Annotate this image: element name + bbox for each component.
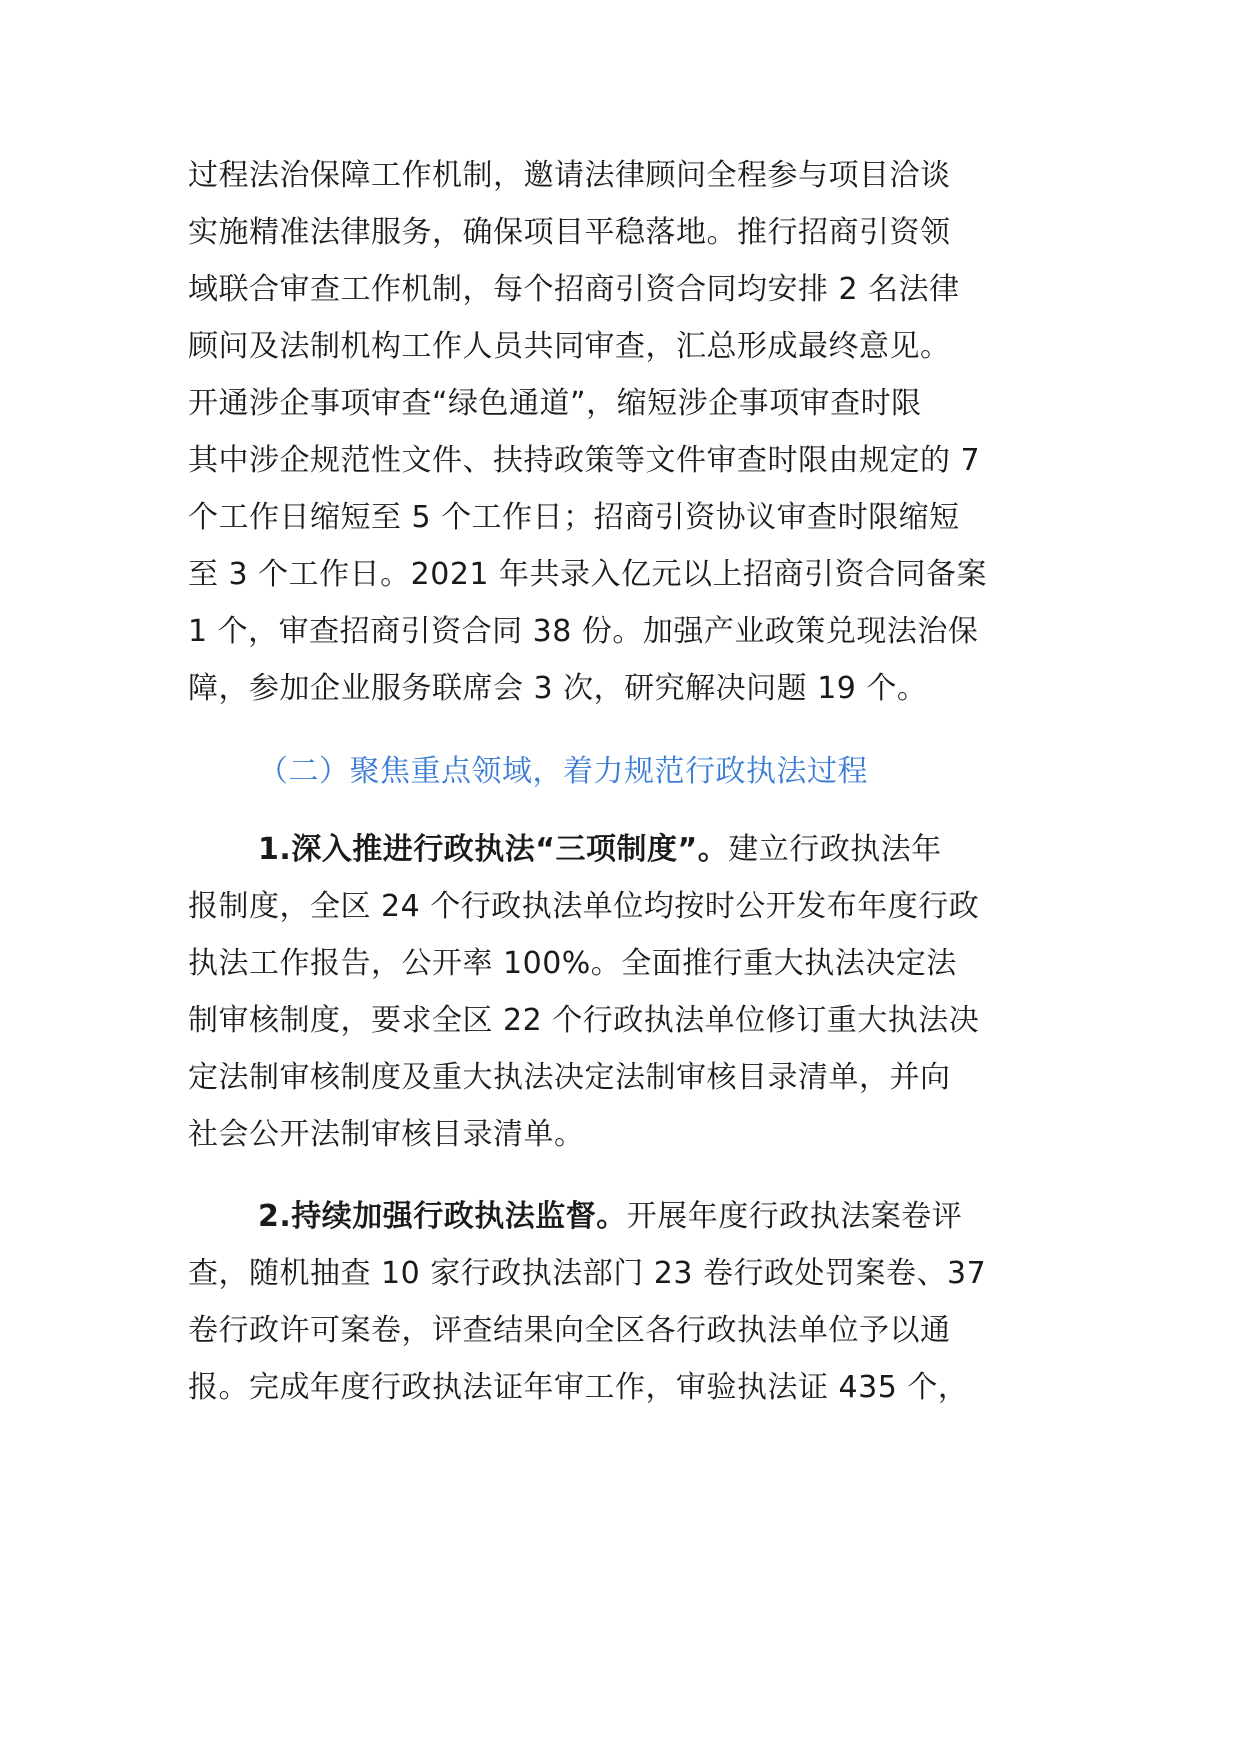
paragraph-line: 报制度，全区 24 个行政执法单位均按时公开发布年度行政 xyxy=(188,889,980,924)
item2-first-line-rest: 开展年度行政执法案卷评 xyxy=(626,1199,963,1234)
paragraph-line: 至 3 个工作日。2021 年共录入亿元以上招商引资合同备案 xyxy=(188,557,988,592)
paragraph-line: 其中涉企规范性文件、扶持政策等文件审查时限由规定的 7 xyxy=(188,443,981,478)
paragraph-line: 开通涉企事项审查“绿色通道”，缩短涉企事项审查时限 xyxy=(188,386,922,421)
paragraph-line: 制审核制度，要求全区 22 个行政执法单位修订重大执法决 xyxy=(188,1003,980,1038)
item2-first-line xyxy=(258,1197,1058,1237)
paragraph-line: 查，随机抽查 10 家行政执法部门 23 卷行政处罚案卷、37 xyxy=(188,1256,987,1291)
item2-title: 2.持续加强行政执法监督。 xyxy=(258,1199,627,1234)
section-heading: （二）聚焦重点领域，着力规范行政执法过程 xyxy=(258,754,868,789)
paragraph-line: 报。完成年度行政执法证年审工作，审验执法证 435 个， xyxy=(188,1370,969,1405)
paragraph-line: 1 个，审查招商引资合同 38 份。加强产业政策兑现法治保 xyxy=(188,614,979,649)
item1-first-line xyxy=(258,830,1058,870)
paragraph-line: 执法工作报告，公开率 100%。全面推行重大执法决定法 xyxy=(188,946,957,981)
paragraph-line: 顾问及法制机构工作人员共同审查，汇总形成最终意见。 xyxy=(188,329,951,364)
paragraph-line: 定法制审核制度及重大执法决定法制审核目录清单，并向 xyxy=(188,1060,951,1095)
paragraph-line: 过程法治保障工作机制，邀请法律顾问全程参与项目洽谈 xyxy=(188,158,951,193)
paragraph-line: 社会公开法制审核目录清单。 xyxy=(188,1117,585,1152)
paragraph-line: 卷行政许可案卷，评查结果向全区各行政执法单位予以通 xyxy=(188,1313,951,1348)
paragraph-line: 个工作日缩短至 5 个工作日；招商引资协议审查时限缩短 xyxy=(188,500,960,535)
paragraph-line: 实施精准法律服务，确保项目平稳落地。推行招商引资领 xyxy=(188,215,951,250)
paragraph-line: 域联合审查工作机制，每个招商引资合同均安排 2 名法律 xyxy=(188,272,960,307)
item1-first-line-rest: 建立行政执法年 xyxy=(728,832,942,867)
item1-title: 1.深入推进行政执法“三项制度”。 xyxy=(258,832,729,867)
paragraph-line: 障，参加企业服务联席会 3 次，研究解决问题 19 个。 xyxy=(188,671,928,706)
